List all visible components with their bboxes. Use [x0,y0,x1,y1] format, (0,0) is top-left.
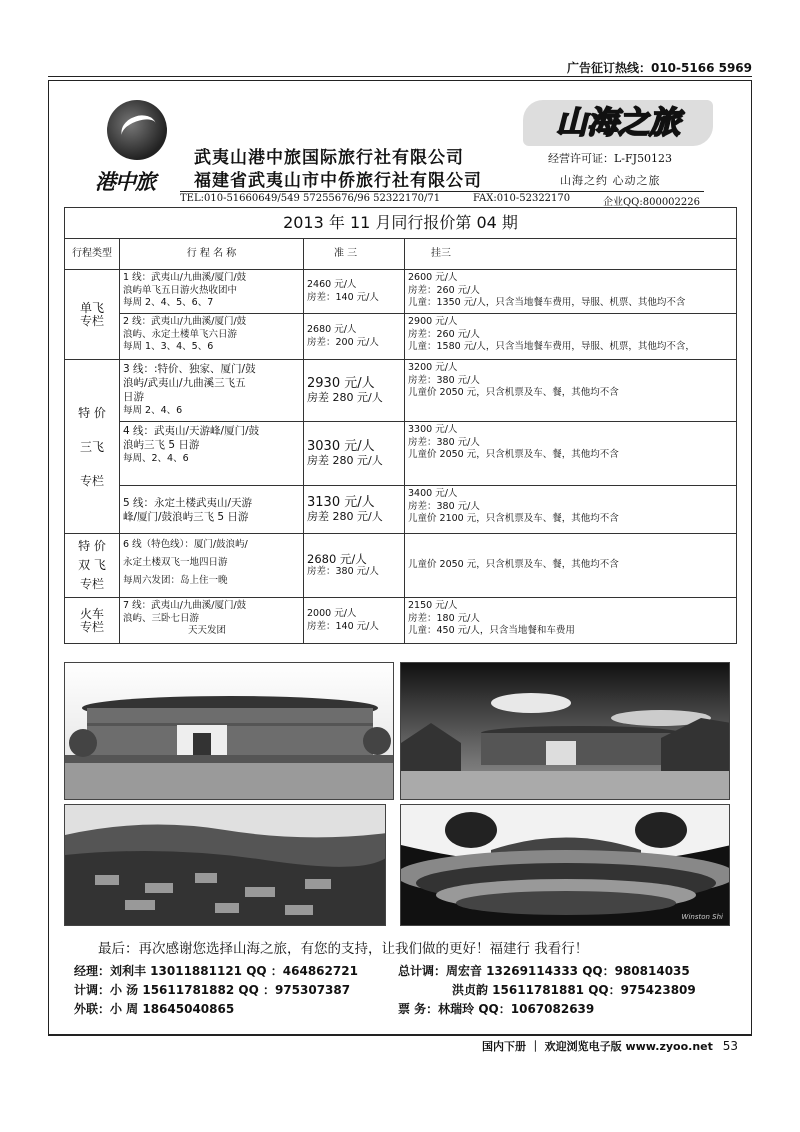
route-5: 5 线：永定土楼武夷山/天游 峰/厦门/鼓浪屿三飞 5 日游 [120,486,304,534]
fax: FAX:010-52322170 [472,193,571,204]
contact-line [180,193,700,208]
price-guasan-2: 2900 元/人 房差：260 元/人 儿童：1580 元/人，只含当地餐车费用，导服、机票，其他均不含， [405,314,737,360]
price-guasan-4: 3300 元/人 房差：380 元/人 儿童价 2050 元，只含机票及车、餐，其他均不含 [405,422,737,486]
logo-emblem-icon [107,100,167,160]
page-number: 53 [722,1039,738,1053]
route-4: 4 线：武夷山/天游峰/厦门/鼓 浪屿三飞 5 日游 每周、2、4、6 [120,422,304,486]
price-table [64,207,737,644]
company-name-2: 福建省武夷山市中侨旅行社有限公司 [194,171,482,191]
tel: TEL:010-51660649/549 57255676/96 52322170/71 [180,193,441,204]
staff-liaison: 外联：小 周 18645040865 [74,1002,235,1016]
price-zhunsan-3: 2930 元/人 房差 280 元/人 [304,360,405,422]
category-special: 特 价 三飞 专栏 [65,360,120,534]
company-name-1: 武夷山港中旅国际旅行社有限公司 [194,148,464,168]
table-row [65,270,737,314]
category-single: 单飞 专栏 [65,270,120,360]
table-row [65,360,737,422]
price-zhunsan-6: 2680 元/人 房差：380 元/人 [304,534,405,598]
header-name: 行 程 名 称 [120,239,304,270]
photo-tulou-2 [400,662,730,800]
table-row [65,598,737,644]
price-guasan-6: 儿童价 2050 元，只含机票及车、餐，其他均不含 [405,534,737,598]
cts-logo [95,100,183,192]
footer [482,1038,738,1054]
top-rule [48,76,752,77]
table-row [65,314,737,360]
route-1: 1 线：武夷山/九曲溪/厦门/鼓 浪屿单飞五日游火热收团中 每周 2、4、5、6、7 [120,270,304,314]
ad-hotline: 广告征订热线：010-5166 5969 [566,61,752,75]
header-rule [180,191,704,192]
slogan: 山海之约 心动之旅 [560,174,661,187]
brand-logo: 山海之旅 [523,100,713,146]
staff-ticketing: 票 务：林瑞玲 QQ：1067082639 [398,1002,595,1016]
price-zhunsan-5: 3130 元/人 房差 280 元/人 [304,486,405,534]
license-number: 经营许可证：L-FJ50123 [548,152,673,165]
category-double: 特 价 双 飞 专栏 [65,534,120,598]
photo-tulou-courtyard [400,804,730,926]
price-zhunsan-2: 2680 元/人 房差：200 元/人 [304,314,405,360]
header-zhunsan: 准 三 [304,239,405,270]
table-row [65,486,737,534]
company-qq: 企业QQ:800002226 [602,197,700,208]
price-zhunsan-7: 2000 元/人 房差：140 元/人 [304,598,405,644]
route-3: 3 线：:特价、独家、厦门/鼓 浪屿/武夷山/九曲溪三飞五 日游 每周 2、4、6 [120,360,304,422]
table-row [65,422,737,486]
footer-text: 国内下册 ｜ 欢迎浏览电子版 www.zyoo.net [482,1040,713,1053]
photo-village [64,804,386,926]
staff-manager: 经理：刘利丰 13011881121 QQ ：464862721 [74,964,358,978]
footer-rule [48,1035,752,1036]
table-title: 2013 年 11 月同行报价第 04 期 [65,208,737,239]
table-row [65,534,737,598]
photo-watermark: Winston Shi [681,913,723,921]
photo-tulou-1 [64,662,394,800]
price-guasan-5: 3400 元/人 房差：380 元/人 儿童价 2100 元，只含机票及车、餐，其他均不含 [405,486,737,534]
category-train: 火车 专栏 [65,598,120,644]
closing-message: 最后：再次感谢您选择山海之旅，有您的支持，让我们做的更好！福建行 我看行！ [98,941,589,957]
staff-chief-planner: 总计调：周宏音 13269114333 QQ：980814035 [398,964,690,978]
price-zhunsan-1: 2460 元/人 房差：140 元/人 [304,270,405,314]
staff-left [74,962,358,1019]
route-6: 6 线（特色线）：厦门/鼓浪屿/ 永定土楼双飞一地四日游 每周六发团：岛上住一晚 [120,534,304,598]
header-type: 行程类型 [65,239,120,270]
staff-planner: 计调：小 汤 15611781882 QQ ：975307387 [74,983,351,997]
route-2: 2 线：武夷山/九曲溪/厦门/鼓 浪屿、永定土楼单飞六日游 每周 1、3、4、5、6 [120,314,304,360]
header-guasan: 挂三 [405,239,737,270]
logo-text: 港中旅 [95,170,155,194]
price-zhunsan-4: 3030 元/人 房差 280 元/人 [304,422,405,486]
price-guasan-7: 2150 元/人 房差：180 元/人 儿童：450 元/人，只含当地餐和车费用 [405,598,737,644]
price-guasan-3: 3200 元/人 房差：380 元/人 儿童价 2050 元，只含机票及车、餐，其他均不含 [405,360,737,422]
route-7: 7 线：武夷山/九曲溪/厦门/鼓 浪屿、三卧七日游 天天发团 [120,598,304,644]
staff-planner-2: 洪贞韵 15611781881 QQ：975423809 [452,983,696,997]
price-guasan-1: 2600 元/人 房差：260 元/人 儿童：1350 元/人，只含当地餐车费用，导服、机票、其他均不含 [405,270,737,314]
staff-right [398,962,696,1019]
